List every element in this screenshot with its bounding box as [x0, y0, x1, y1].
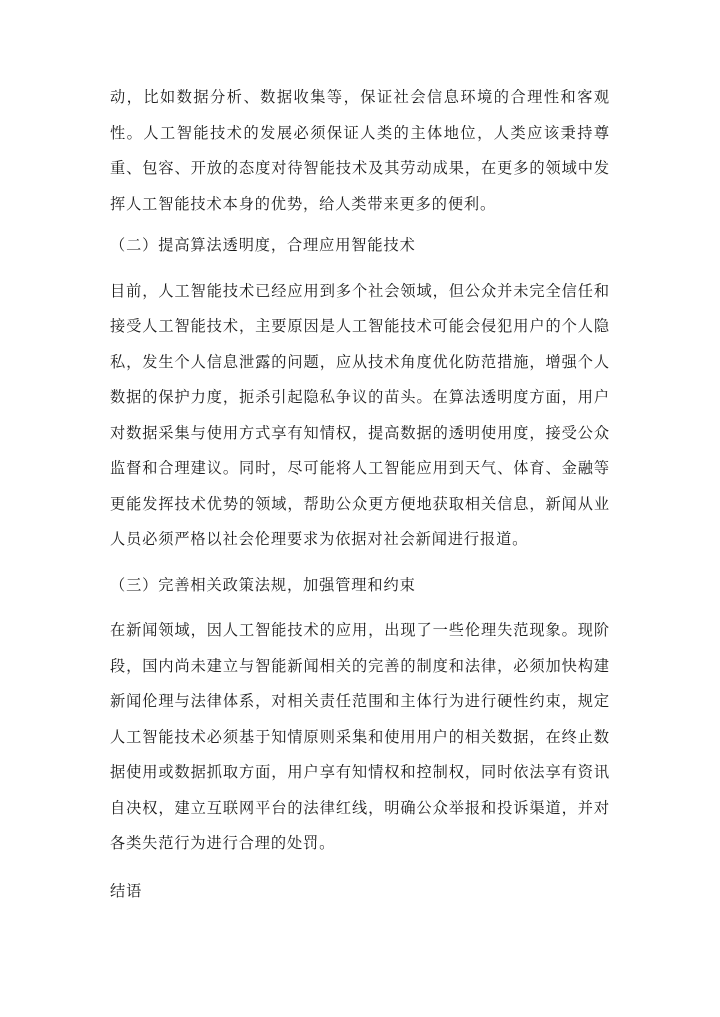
section-heading-conclusion: 结语 [110, 881, 143, 900]
paragraph-algorithm-transparency: 目前，人工智能技术已经应用到多个社会领域，但公众并未完全信任和接受人工智能技术，主要原因是人工智能技术可能会侵犯用户的个人隐私，发生个人信息泄露的问题，应从技术角度优化防范措施，增强个人数据的保护力度，扼杀引起隐私争议的苗头。在算法透明度方面，用户对数据采集与使用方式享有知情权，提高数据的透明使用度，接受公众监督和合理建议。同时，尽可能将人工智能应用到天气、体育、金融等更能发挥技术优势的领域，帮助公众更方便地获取相关信息，新闻从业人员必须严格以社会伦理要求为依据对社会新闻进行报道。 [110, 281, 610, 548]
document-page [110, 80, 610, 909]
section-heading-3: （三）完善相关政策法规，加强管理和约束 [110, 575, 416, 594]
paragraph-policy-regulation: 在新闻领域，因人工智能技术的应用，出现了一些伦理失范现象。现阶段，国内尚未建立与智能新闻相关的完善的制度和法律，必须加快构建新闻伦理与法律体系，对相关责任范围和主体行为进行硬性约束，规定人工智能技术必须基于知情原则采集和使用用户的相关数据，在终止数据使用或数据抓取方面，用户享有知情权和控制权，同时依法享有资讯自决权，建立互联网平台的法律红线，明确公众举报和投诉渠道，并对各类失范行为进行合理的处罚。 [110, 621, 610, 852]
paragraph-continuation: 动，比如数据分析、数据收集等，保证社会信息环境的合理性和客观性。人工智能技术的发展必须保证人类的主体地位，人类应该秉持尊重、包容、开放的态度对待智能技术及其劳动成果，在更多的领域中发挥人工智能技术本身的优势，给人类带来更多的便利。 [110, 88, 610, 213]
section-heading-2: （二）提高算法透明度，合理应用智能技术 [110, 236, 416, 254]
